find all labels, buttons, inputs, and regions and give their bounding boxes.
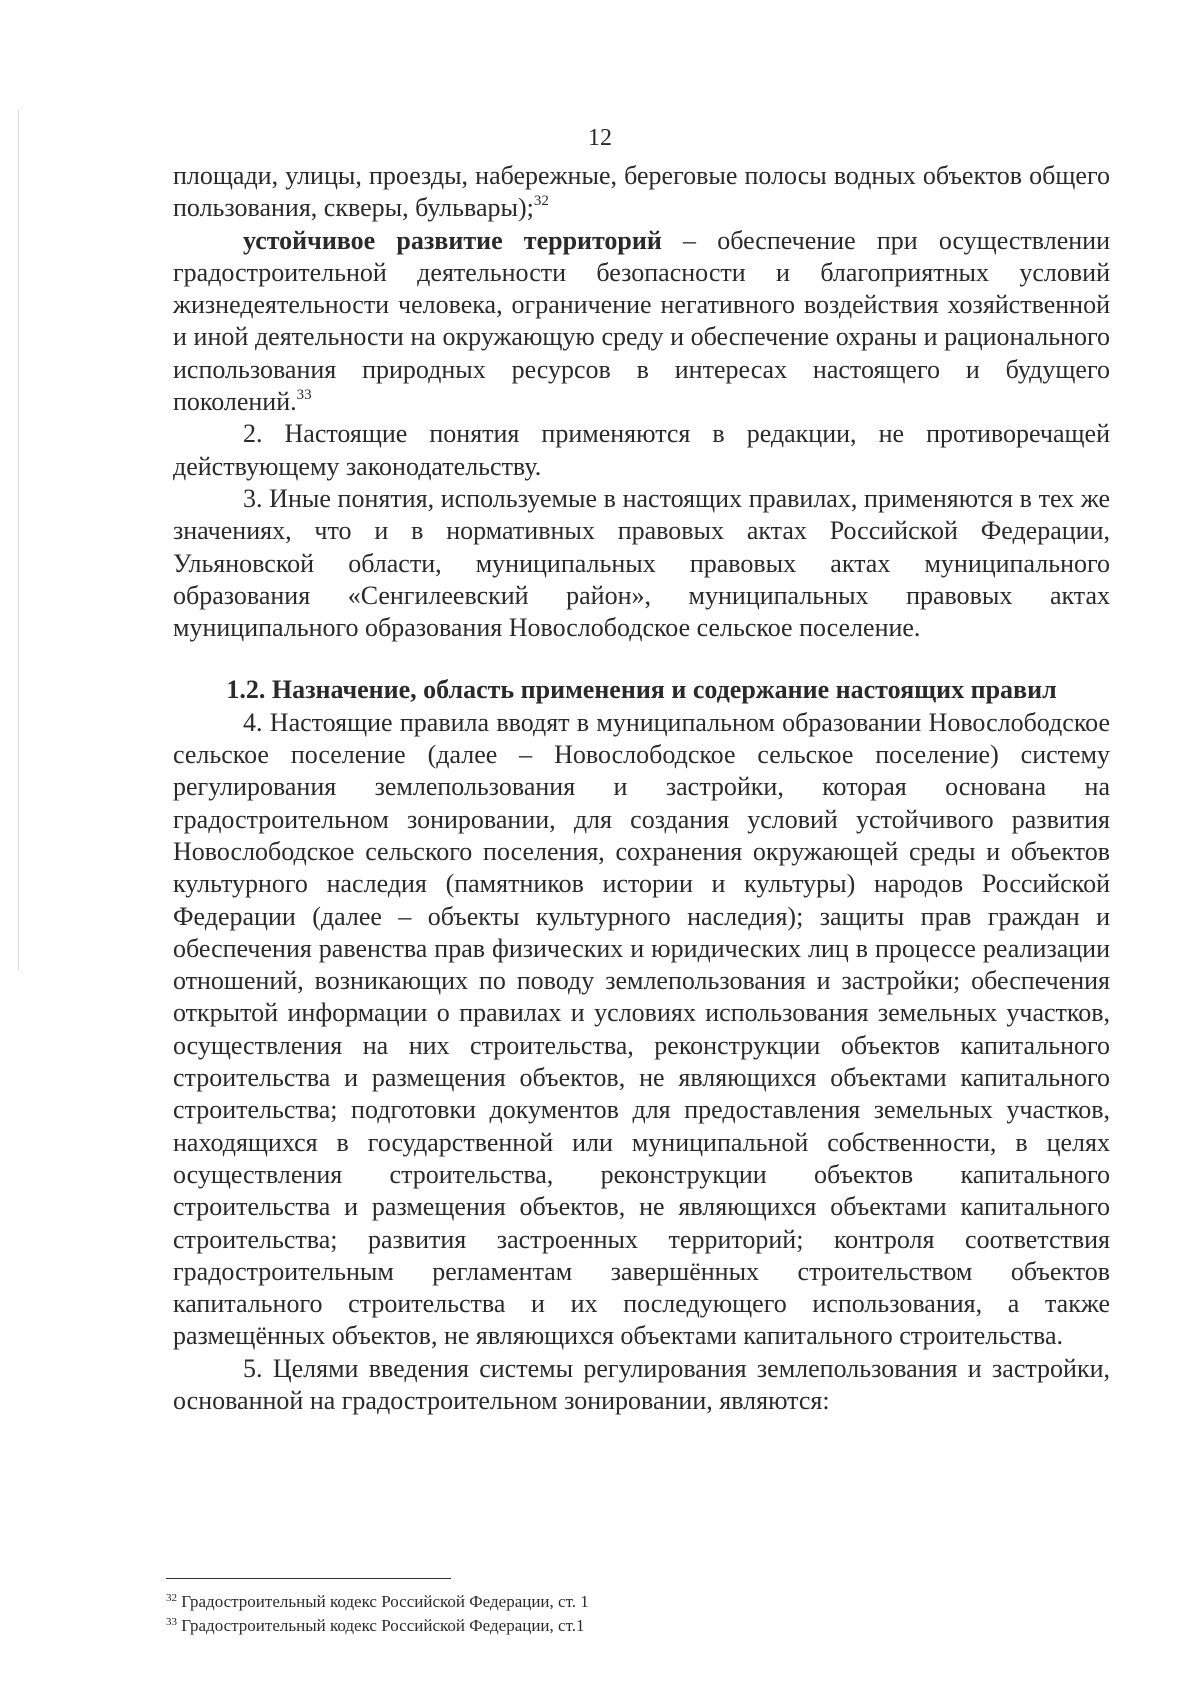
paragraph-5: 5. Целями введения системы регулирования землепользования и застройки, основанной на градостроительном зонировании, являются: (173, 1353, 1110, 1415)
paragraph-2: 2. Настоящие понятия применяются в редакции, не противоречащей действующему законодательству. (173, 419, 1110, 481)
paragraph-text: площади, улицы, проезды, набережные, береговые полосы водных объектов общего пользования, скверы, бульвары); (173, 161, 1110, 223)
footnotes (166, 1590, 1066, 1638)
footnote-ref[interactable]: 33 (296, 387, 312, 404)
paragraph-text: – обеспечение при осуществлении градостроительной деятельности безопасности и благоприятных условий жизнедеятельности человека, ограничение негативного воздействия хозяйственной и иной деятельности на окружающую среду и обеспечение охраны и рационального использования природных ресурсов в интересах настоящего и будущего поколений. (173, 225, 1110, 417)
footnote-number: 33 (166, 1616, 177, 1628)
footnote (166, 1614, 1066, 1638)
footnote-text: Градостроительный кодекс Российской Федерации, ст.1 (177, 1616, 585, 1635)
footnote-number: 32 (166, 1592, 177, 1604)
footnote (166, 1590, 1066, 1614)
defined-term: устойчивое развитие территорий (243, 225, 662, 255)
scan-edge-line (18, 110, 19, 970)
paragraph-3: 3. Иные понятия, используемые в настоящих правилах, применяются в тех же значениях, что и в нормативных правовых актах Российской Федерации, Ульяновской области, муниципальных правовых актах муниципального образования «Сенгилеевский район», муниципальных правовых актах муниципального образования Новослободское сельское поселение. (173, 483, 1110, 643)
footnote-separator (166, 1578, 451, 1579)
paragraph-definition (173, 225, 1110, 419)
footnote-text: Градостроительный кодекс Российской Федерации, ст. 1 (177, 1592, 589, 1611)
footnote-ref[interactable]: 32 (533, 193, 549, 210)
paragraph-continuation (173, 160, 1110, 225)
page-number: 12 (588, 125, 612, 151)
section-heading: 1.2. Назначение, область применения и содержание настоящих правил (226, 675, 1057, 705)
paragraph-4: 4. Настоящие правила вводят в муниципальном образовании Новослободское сельское поселение (далее – Новослободское сельское поселение) систему регулирования землепользования и застройки, которая основана на градостроительном зонировании, для создания условий устойчивого развития Новослободское сельского поселения, сохранения окружающей среды и объектов культурного наследия (памятников истории и культуры) народов Российской Федерации (далее – объекты культурного наследия); защиты прав граждан и обеспечения равенства прав физических и юридических лиц в процессе реализации отношений, возникающих по поводу землепользования и застройки; обеспечения открытой информации о правилах и условиях использования земельных участков, осуществления на них строительства, реконструкции объектов капитального строительства и размещения объектов, не являющихся объектами капитального строительства; подготовки документов для предоставления земельных участков, находящихся в государственной или муниципальной собственности, в целях осуществления строительства, реконструкции объектов капитального строительства и размещения объектов, не являющихся объектами капитального строительства; развития застроенных территорий; контроля соответствия градостроительным регламентам завершённых строительством объектов капитального строительства и их последующего использования, а также размещённых объектов, не являющихся объектами капитального строительства. (173, 707, 1110, 1351)
document-body (173, 160, 1110, 1417)
